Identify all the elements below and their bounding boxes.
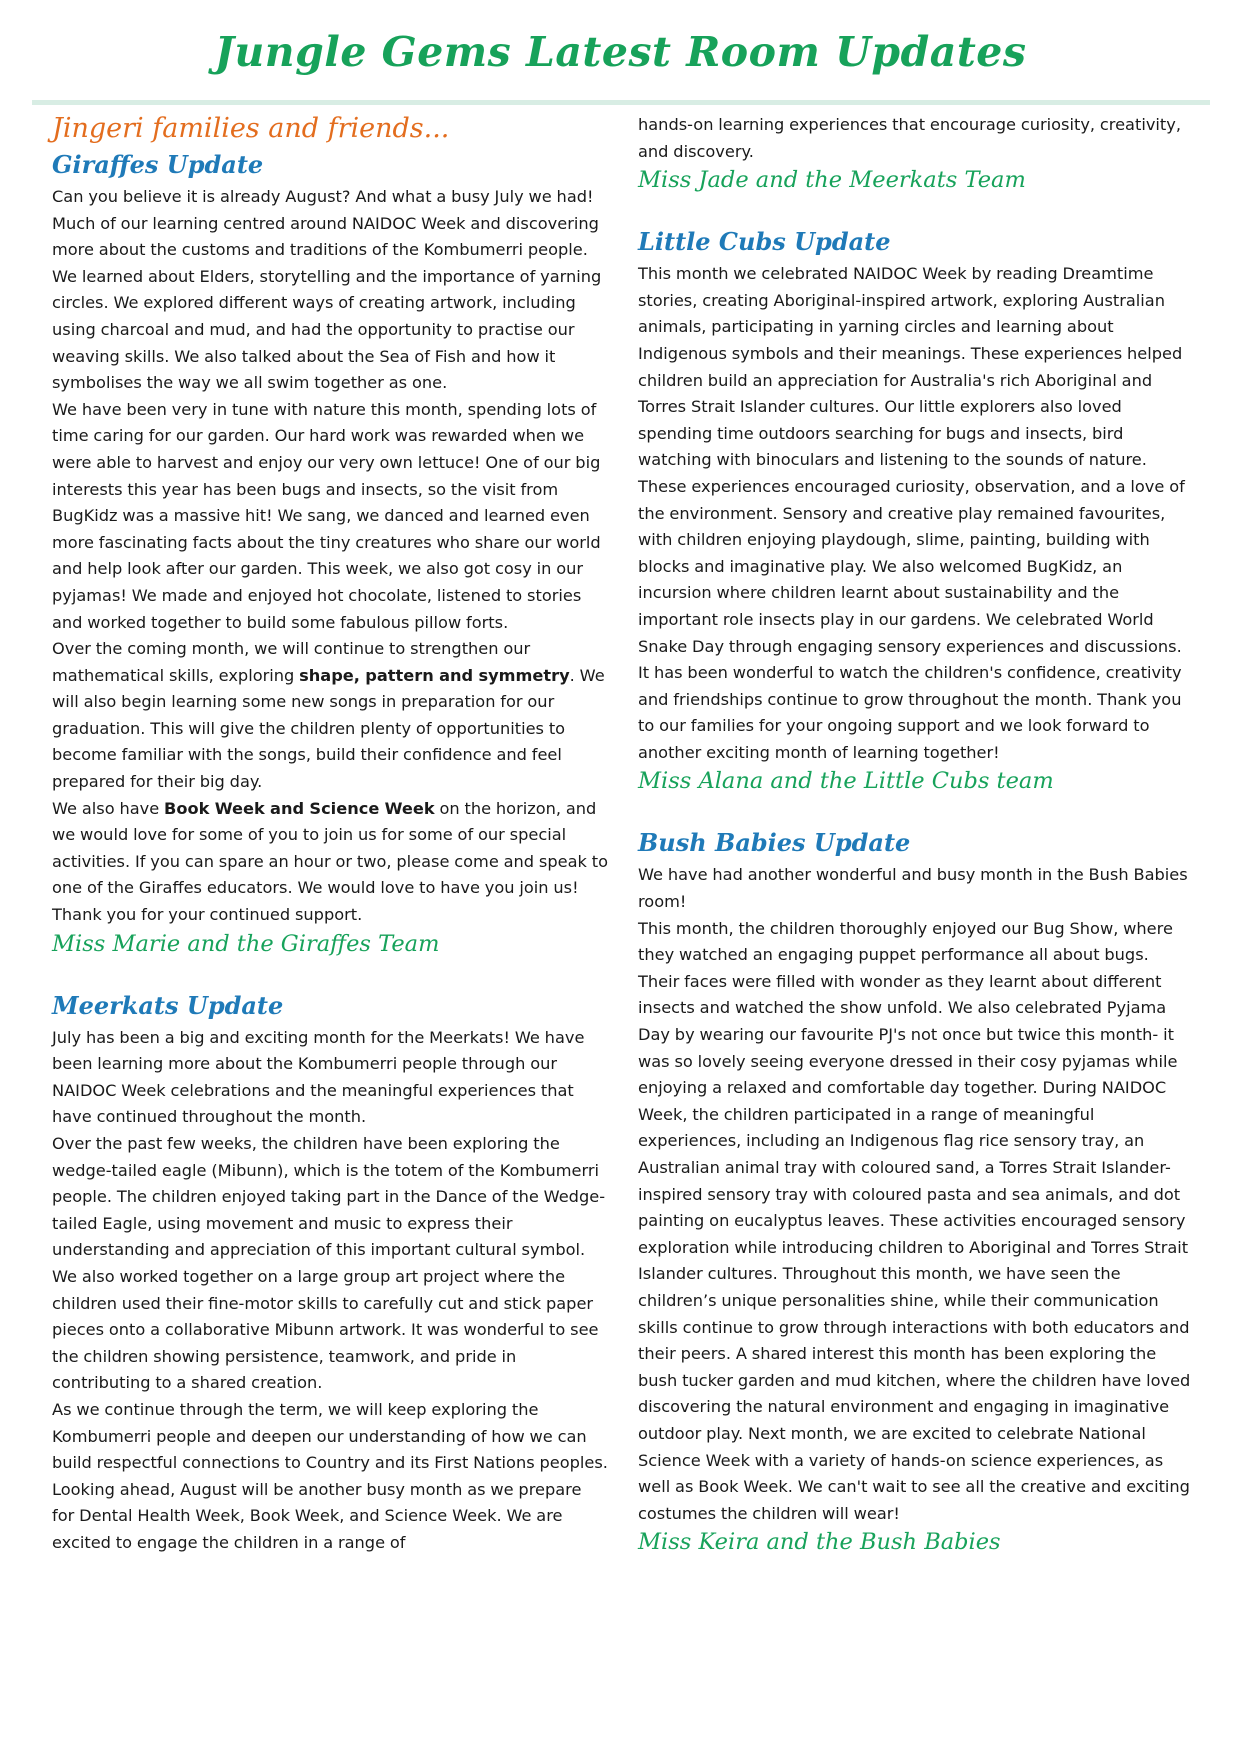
bush-babies-section [638,828,1194,1557]
greeting: Jingeri families and friends... [52,113,450,144]
meerkats-paragraph-3: As we continue through the term, we will keep exploring the Kombumerri people and deepen our understanding of how we can build respectful connections to Country and its First Nations peoples. [52,1399,608,1473]
giraffes-p3-start: Over the coming month, we will continue to strengthen our mathematical skills, exploring [52,639,531,685]
bush-babies-paragraph-1: We have had another wonderful and busy month in the Bush Babies room! [638,865,1188,912]
left-column [52,112,608,1557]
giraffes-paragraph-3 [52,636,608,796]
meerkats-paragraph-1: July has been a big and exciting month for the Meerkats! We have been learning more about the Kombumerri people through our NAIDOC Week celebrations and the meaningful experiences that have continued throughout the month. [52,1027,585,1127]
meerkats-heading: Meerkats Update [52,990,284,1020]
giraffes-heading: Giraffes Update [52,150,264,179]
right-column [638,112,1194,1557]
giraffes-paragraph-2: We have been very in tune with nature this month, spending lots of time caring for our garden. Our hard work was rewarded when we were able to harvest and enjoy our very own lettuce! One of our big interests this year has been bugs and insects, so the visit from BugKidz was a massive hit! We sang, we danced and learned even more fascinating facts about the tiny creatures who share our world and help look after our garden. This week, we also got cosy in our pyjamas! We made and enjoyed hot chocolate, listened to stories and worked together to build some fabulous pillow forts. [52,399,601,632]
meerkats-paragraph-4: Looking ahead, August will be another busy month as we prepare for Dental Health Week, Book Week, and Science Week. We are excited to engage the children in a range of [52,1479,582,1552]
giraffes-section [52,150,608,959]
bush-babies-signoff: Miss Keira and the Bush Babies [638,1529,1001,1556]
giraffes-paragraph-1: Can you believe it is already August? And what a busy July we had! Much of our learning centred around NAIDOC Week and discovering more about the customs and traditions of the Kombumerri people. We learned about Elders, storytelling and the importance of yarning circles. We explored different ways of creating artwork, including using charcoal and mud, and had the opportunity to practise our weaving skills. We also talked about the Sea of Fish and how it symbolises the way we all swim together as one. [52,187,602,393]
bush-babies-paragraph-2: This month, the children thoroughly enjoyed our Bug Show, where they watched an engaging puppet performance all about bugs. Their faces were filled with wonder as they learnt about different insects and watched the show unfold. We also celebrated Pyjama Day by wearing our favourite PJ's not once but twice this month- it was so lovely seeing everyone dressed in their cosy pyjamas while enjoying a relaxed and comfortable day together. During NAIDOC Week, the children participated in a range of meaningful experiences, including an Indigenous flag rice sensory tray, an Australian animal tray with coloured sand, a Torres Strait Islander-inspired sensory tray with coloured pasta and sea animals, and dot painting on eucalyptus leaves. These activities encouraged sensory exploration while introducing children to Aboriginal and Torres Strait Islander cultures. Throughout this month, we have seen the children’s unique personalities shine, while their communication skills continue to grow through interactions with both educators and their peers. A shared interest this month has been exploring the bush tucker garden and mud kitchen, where the children have loved discovering the natural environment and engaging in imaginative outdoor play. Next month, we are excited to celebrate National Science Week with a variety of hands-on science experiences, as well as Book Week. We can't wait to see all the creative and exciting costumes the children will wear! [638,918,1191,1523]
giraffes-p4-bold: Book Week and Science Week [164,798,435,818]
page-title: Jungle Gems Latest Room Updates [214,28,1027,76]
giraffes-signoff: Miss Marie and the Giraffes Team [52,930,440,957]
meerkats-paragraph-4-continued: hands-on learning experiences that encourage curiosity, creativity, and discovery. [638,115,1181,161]
bush-babies-heading: Bush Babies Update [638,828,911,858]
giraffes-p4-start: We also have [52,798,165,818]
little-cubs-paragraph-1: This month we celebrated NAIDOC Week by reading Dreamtime stories, creating Aboriginal-inspired artwork, exploring Australian animals, participating in yarning circles and learning about Indigenous symbols and their meanings. These experiences helped children build an appreciation for Australia's rich Aboriginal and Torres Strait Islander cultures. Our little explorers also loved spending time outdoors searching for bugs and insects, bird watching with binoculars and listening to the sounds of nature. These experiences encouraged curiosity, observation, and a love of the environment. Sensory and creative play remained favourites, with children enjoying playdough, slime, painting, building with blocks and imaginative play. We also welcomed BugKidz, an incursion where children learnt about sustainability and the important role insects play in our gardens. We celebrated World Snake Day through engaging sensory experiences and discussions. It has been wonderful to watch the children's confidence, creativity and friendships continue to grow throughout the month. Thank you to our families for your ongoing support and we look forward to another exciting month of learning together! [638,264,1185,762]
giraffes-p3-end: . We will also begin learning some new songs in preparation for our graduation. This will give the children plenty of opportunities to become familiar with the songs, build their confidence and feel prepared for their big day. [52,665,605,792]
title-divider [32,100,1210,105]
meerkats-signoff: Miss Jade and the Meerkats Team [638,167,1026,194]
little-cubs-signoff: Miss Alana and the Little Cubs team [638,768,1054,795]
giraffes-p4-end: on the horizon, and we would love for some of you to join us for some of our special activities. If you can spare an hour or two, please come and speak to one of the Giraffes educators. We would love to have you join us! [52,798,608,898]
little-cubs-heading: Little Cubs Update [638,227,891,257]
little-cubs-section [638,227,1194,796]
giraffes-paragraph-5: Thank you for your continued support. [52,905,363,925]
meerkats-paragraph-2: Over the past few weeks, the children have been exploring the wedge-tailed eagle (Mibunn), which is the totem of the Kombumerri people. The children enjoyed taking part in the Dance of the Wedge-tailed Eagle, using movement and music to express their understanding and appreciation of this important cultural symbol. We also worked together on a large group art project where the children used their fine-motor skills to carefully cut and stick paper pieces onto a collaborative Mibunn artwork. It was wonderful to see the children showing persistence, teamwork, and pride in contributing to a shared creation. [52,1134,606,1393]
meerkats-continued [638,112,1194,195]
giraffes-paragraph-4 [52,796,608,902]
meerkats-section [52,991,608,1557]
giraffes-p3-bold: shape, pattern and symmetry [299,665,570,685]
